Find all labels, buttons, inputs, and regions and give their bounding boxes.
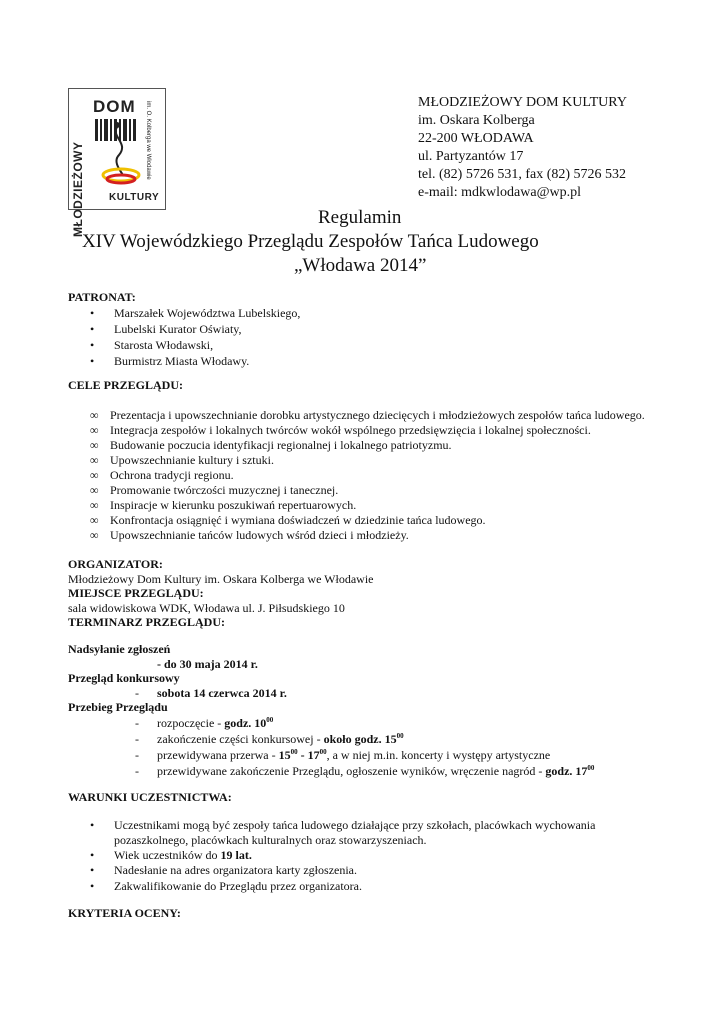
dash-marker: - <box>135 732 139 746</box>
cele-item: Integracja zespołów i lokalnych twórców wokół wspólnego przedsięwzięcia i lokalnej społeczności. <box>110 423 591 437</box>
przebieg-przerwa-text: przewidywana przerwa - <box>157 748 279 762</box>
bullet-icon: • <box>90 818 95 832</box>
infinity-icon: ∞ <box>90 408 99 422</box>
miejsce-value: sala widowiskowa WDK, Włodawa ul. J. Piłsudskiego 10 <box>68 601 345 615</box>
przebieg-przerwa <box>157 748 550 763</box>
address-line: im. Oskara Kolberga <box>418 113 535 128</box>
logo-bar <box>133 119 136 141</box>
bullet-icon: • <box>90 306 95 320</box>
warunki-item: Nadesłanie na adres organizatora karty zgłoszenia. <box>114 863 357 877</box>
logo <box>68 88 166 237</box>
logo-bar <box>100 119 102 141</box>
konkurs-label: Przegląd konkursowy <box>68 671 180 685</box>
warunki-item: Zakwalifikowanie do Przeglądu przez organizatora. <box>114 879 363 893</box>
infinity-icon: ∞ <box>90 513 99 527</box>
cele-item: Upowszechnianie kultury i sztuki. <box>110 453 274 467</box>
nadsylanie-value: - do 30 maja 2014 r. <box>157 657 258 671</box>
cele-item: Konfrontacja osiągnięć i wymiana doświadczeń w dziedzinie tańca ludowego. <box>110 513 486 527</box>
bullet-icon: • <box>90 338 95 352</box>
logo-dom-text: DOM <box>93 97 136 116</box>
cele-heading: CELE PRZEGLĄDU: <box>68 378 184 392</box>
logo-head <box>114 122 120 128</box>
cele-item: Promowanie twórczości muzycznej i tanecznej. <box>110 483 339 497</box>
warunki-item-continued: pozaszkolnego, placówkach kulturalnych oraz stowarzyszeniach. <box>114 833 427 847</box>
terminarz-heading: TERMINARZ PRZEGLĄDU: <box>68 615 226 629</box>
infinity-icon: ∞ <box>90 483 99 497</box>
time-minutes: 00 <box>266 716 274 724</box>
przebieg-zakonczenie-time: godz. 17 <box>545 764 588 778</box>
logo-bar <box>129 119 131 141</box>
infinity-icon: ∞ <box>90 453 99 467</box>
nadsylanie-label: Nadsyłanie zgłoszeń <box>68 642 171 656</box>
bullet-icon: • <box>90 848 95 862</box>
cele-item: Upowszechnianie tańców ludowych wśród dzieci i młodzieży. <box>110 528 409 542</box>
infinity-icon: ∞ <box>90 498 99 512</box>
przerwa-end: - 17 <box>297 748 320 762</box>
address-block <box>418 94 627 202</box>
bullet-icon: • <box>90 354 95 368</box>
cele-item: Prezentacja i upowszechnianie dorobku artystycznego dziecięcych i młodzieżowych zespołów tańca ludowego. <box>110 408 645 422</box>
cele-item: Budowanie poczucia identyfikacji regionalnej i lokalnego patriotyzmu. <box>110 438 452 452</box>
miejsce-heading: MIEJSCE PRZEGLĄDU: <box>68 586 204 600</box>
address-line: 22-200 WŁODAWA <box>418 131 534 146</box>
patronat-item: Lubelski Kurator Oświaty, <box>114 322 242 336</box>
infinity-icon: ∞ <box>90 528 99 542</box>
bullet-icon: • <box>90 879 95 893</box>
logo-bar <box>119 119 121 141</box>
infinity-icon: ∞ <box>90 423 99 437</box>
warunki-age-text: Wiek uczestników do <box>114 848 221 862</box>
patronat-heading: PATRONAT: <box>68 290 136 304</box>
logo-bar <box>104 119 108 141</box>
logo-mlodziezowy-text: MŁODZIEŻOWY <box>71 141 85 237</box>
time-minutes: 00 <box>587 764 595 772</box>
warunki-age-value: 19 lat. <box>220 848 252 862</box>
dash-marker: - <box>135 716 139 730</box>
organizator-heading: ORGANIZATOR: <box>68 557 163 571</box>
przebieg-start-text: rozpoczęcie - <box>157 716 225 730</box>
infinity-icon: ∞ <box>90 438 99 452</box>
przebieg-przerwa-rest: , a w niej m.in. koncerty i występy artystyczne <box>326 748 551 762</box>
przebieg-konkurs-end <box>157 732 404 747</box>
infinity-icon: ∞ <box>90 468 99 482</box>
logo-bar <box>95 119 98 141</box>
przebieg-start-time: godz. 10 <box>224 716 267 730</box>
przebieg-zakonczenie-text: przewidywane zakończenie Przeglądu, ogłoszenie wyników, wręczenie nagród - <box>157 764 546 778</box>
dash-marker: - <box>135 748 139 762</box>
przebieg-label: Przebieg Przeglądu <box>68 700 168 714</box>
dash-marker: - <box>135 686 139 700</box>
address-line: ul. Partyzantów 17 <box>418 149 524 164</box>
warunki-item: Uczestnikami mogą być zespoły tańca ludowego działające przy szkołach, placówkach wychowania <box>114 818 596 832</box>
title-year: „Włodawa 2014” <box>294 255 427 276</box>
logo-bar <box>123 119 127 141</box>
patronat-item: Burmistrz Miasta Włodawy. <box>114 354 250 368</box>
time-minutes: 00 <box>396 732 404 740</box>
organizator-value: Młodzieżowy Dom Kultury im. Oskara Kolberga we Włodawie <box>68 572 374 586</box>
kryteria-heading: KRYTERIA OCENY: <box>68 906 181 920</box>
warunki-heading: WARUNKI UCZESTNICTWA: <box>68 790 232 804</box>
cele-item: Ochrona tradycji regionu. <box>110 468 234 482</box>
przebieg-start <box>157 716 273 731</box>
przebieg-konkurs-end-text: zakończenie części konkursowej - <box>157 732 324 746</box>
przebieg-zakonczenie <box>157 764 594 779</box>
logo-graphic <box>89 113 149 193</box>
bullet-icon: • <box>90 863 95 877</box>
patronat-item: Marszałek Województwa Lubelskiego, <box>114 306 301 320</box>
time-minutes: 00 <box>319 748 327 756</box>
time-minutes: 00 <box>290 748 298 756</box>
logo-kultury-text: KULTURY <box>109 192 160 203</box>
address-email: e-mail: mdkwlodawa@wp.pl <box>418 185 581 200</box>
address-line: MŁODZIEŻOWY DOM KULTURY <box>418 95 627 110</box>
title-regulamin: Regulamin <box>318 207 402 228</box>
address-line: tel. (82) 5726 531, fax (82) 5726 532 <box>418 167 627 182</box>
konkurs-value: sobota 14 czerwca 2014 r. <box>157 686 287 700</box>
logo-bar <box>110 119 112 141</box>
cele-item: Inspiracje w kierunku poszukiwań repertuarowych. <box>110 498 357 512</box>
patronat-item: Starosta Włodawski, <box>114 338 214 352</box>
warunki-item <box>114 848 252 863</box>
przebieg-konkurs-end-time: około godz. 15 <box>323 732 397 746</box>
bullet-icon: • <box>90 322 95 336</box>
przerwa-start: 15 <box>278 748 291 762</box>
title-main: XIV Wojewódzkiego Przeglądu Zespołów Tańca Ludowego <box>82 231 539 252</box>
dash-marker: - <box>135 764 139 778</box>
logo-small-text: im. O. Kolberga we Włodawie <box>145 101 151 180</box>
